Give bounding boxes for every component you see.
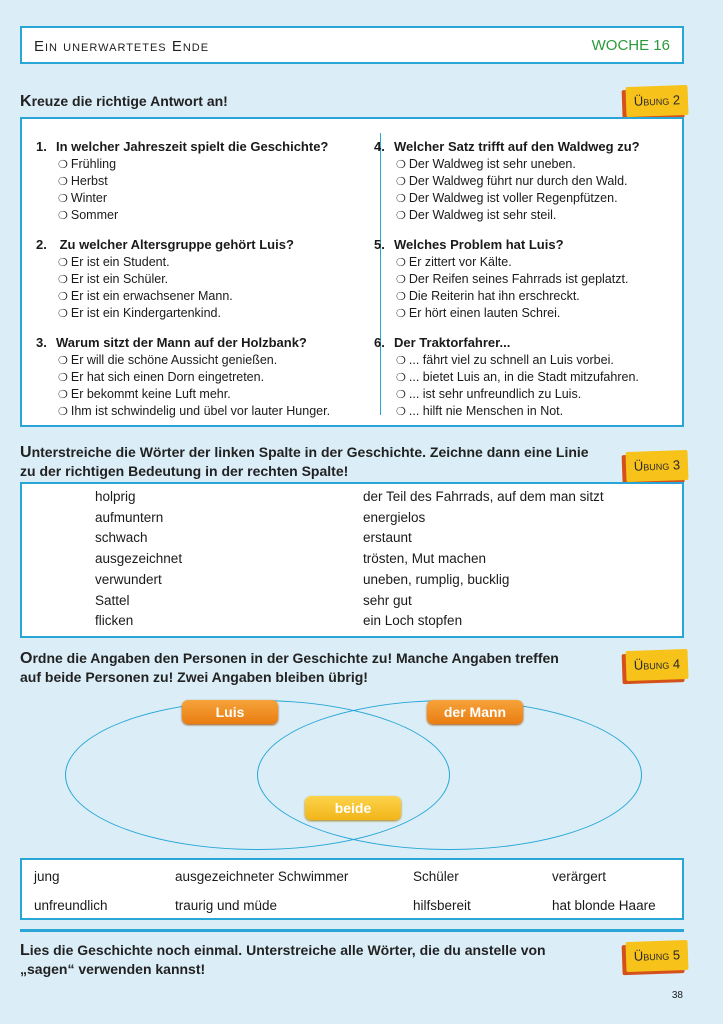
question-number: 2. — [36, 237, 47, 252]
answer-option[interactable]: ❍ Er bekommt keine Luft mehr. — [58, 386, 371, 403]
venn-label-beide: beide — [305, 796, 401, 820]
uebung4-badge: Übung 4 — [625, 649, 688, 681]
questions-right-column — [374, 139, 679, 433]
answer-option[interactable]: ❍ Er hört einen lauten Schrei. — [396, 305, 679, 322]
attribute-word[interactable]: hilfsbereit — [413, 898, 471, 913]
question-label: Zu welcher Altersgruppe gehört Luis? — [56, 237, 294, 252]
answer-option[interactable]: ❍ Der Waldweg führt nur durch den Wald. — [396, 173, 679, 190]
question-block — [374, 237, 679, 322]
answer-option[interactable]: ❍ Sommer — [58, 207, 371, 224]
answer-option[interactable]: ❍ Er will die schöne Aussicht genießen. — [58, 352, 371, 369]
question-block — [36, 139, 371, 224]
uebung4-word-grid — [20, 858, 684, 920]
meanings-right-list — [363, 487, 604, 632]
word-item[interactable]: flicken — [95, 613, 134, 629]
question-number: 1. — [36, 139, 47, 154]
attribute-word[interactable]: Schüler — [413, 869, 459, 884]
question-block — [36, 237, 371, 322]
venn-label-mann: der Mann — [427, 700, 523, 724]
meaning-item[interactable]: der Teil des Fahrrads, auf dem man sitzt — [363, 489, 604, 504]
answer-option[interactable]: ❍ Herbst — [58, 173, 371, 190]
uebung2-panel — [20, 117, 684, 427]
question-label: Der Traktorfahrer... — [394, 335, 511, 350]
answer-option[interactable]: ❍ Er ist ein Kindergartenkind. — [58, 305, 371, 322]
section-rule — [20, 929, 684, 932]
question-text — [36, 237, 371, 252]
answer-option[interactable]: ❍ Winter — [58, 190, 371, 207]
worksheet-title: Ein unerwartetes Ende — [34, 38, 210, 55]
attribute-word[interactable]: ausgezeichneter Schwimmer — [175, 869, 349, 884]
word-item[interactable]: ausgezeichnet — [95, 551, 183, 567]
question-text — [374, 139, 679, 154]
attribute-word[interactable]: unfreundlich — [34, 898, 108, 913]
uebung5-instruction: Lies die Geschichte noch einmal. Unterstreiche alle Wörter, die du anstelle von „sagen“ verwenden kannst! — [20, 942, 546, 977]
question-label: Welcher Satz trifft auf den Waldweg zu? — [394, 139, 640, 154]
answer-option[interactable]: ❍ Er ist ein Schüler. — [58, 271, 371, 288]
answer-option[interactable]: ❍ Der Waldweg ist voller Regenpfützen. — [396, 190, 679, 207]
word-item[interactable]: Sattel — [95, 592, 130, 608]
answer-option[interactable]: ❍ Er hat sich einen Dorn eingetreten. — [58, 369, 371, 386]
week-label: WOCHE 16 — [591, 37, 670, 54]
word-item[interactable]: verwundert — [95, 571, 162, 587]
question-label: Warum sitzt der Mann auf der Holzbank? — [56, 335, 307, 350]
answer-option[interactable]: ❍ Der Waldweg ist sehr uneben. — [396, 156, 679, 173]
uebung3-panel — [20, 482, 684, 638]
meaning-item[interactable]: erstaunt — [363, 530, 412, 546]
uebung2-instruction: Kreuze die richtige Antwort an! — [20, 93, 228, 110]
answer-option[interactable]: ❍ Er zittert vor Kälte. — [396, 254, 679, 271]
answer-option[interactable]: ❍ Frühling — [58, 156, 371, 173]
question-block — [36, 335, 371, 420]
attribute-word[interactable]: verärgert — [552, 869, 607, 884]
meaning-item[interactable]: trösten, Mut machen — [363, 551, 487, 567]
answer-option[interactable]: ❍ ... hilft nie Menschen in Not. — [396, 403, 679, 420]
question-number: 5. — [374, 237, 385, 252]
question-label: Welches Problem hat Luis? — [394, 237, 564, 252]
answer-option[interactable]: ❍ ... bietet Luis an, in die Stadt mitzufahren. — [396, 369, 679, 386]
answer-option[interactable]: ❍ Die Reiterin hat ihn erschreckt. — [396, 288, 679, 305]
uebung3-badge: Übung 3 — [625, 450, 688, 482]
answer-option[interactable]: ❍ Er ist ein erwachsener Mann. — [58, 288, 371, 305]
questions-left-column — [36, 139, 371, 433]
answer-option[interactable]: ❍ ... ist sehr unfreundlich zu Luis. — [396, 386, 679, 403]
header-bar — [20, 26, 684, 64]
words-left-list — [95, 487, 182, 632]
venn-label-luis: Luis — [182, 700, 278, 724]
answer-option[interactable]: ❍ Der Reifen seines Fahrrads ist geplatzt. — [396, 271, 679, 288]
question-text — [374, 237, 679, 252]
meaning-item[interactable]: sehr gut — [363, 592, 412, 608]
word-item[interactable]: aufmuntern — [95, 509, 164, 525]
meaning-item[interactable]: ein Loch stopfen — [363, 613, 463, 629]
answer-option[interactable]: ❍ ... fährt viel zu schnell an Luis vorbei. — [396, 352, 679, 369]
question-number: 4. — [374, 139, 385, 154]
attribute-word[interactable]: traurig und müde — [175, 898, 278, 913]
answer-option[interactable]: ❍ Der Waldweg ist sehr steil. — [396, 207, 679, 224]
question-text — [36, 335, 371, 350]
uebung3-instruction: Unterstreiche die Wörter der linken Spalte in der Geschichte. Zeichne dann eine Linie zu der richtigen Bedeutung in der rechten Spalte! — [20, 444, 589, 479]
page-number: 38 — [671, 990, 683, 1001]
question-label: In welcher Jahreszeit spielt die Geschichte? — [56, 139, 329, 154]
uebung5-badge: Übung 5 — [625, 940, 688, 972]
attribute-word[interactable]: jung — [34, 869, 60, 884]
question-number: 6. — [374, 335, 385, 350]
meaning-item[interactable]: uneben, rumplig, bucklig — [363, 571, 510, 587]
uebung4-instruction: Ordne die Angaben den Personen in der Geschichte zu! Manche Angaben treffen auf beide Personen zu! Zwei Angaben bleiben übrig! — [20, 650, 559, 685]
word-item[interactable]: holprig — [95, 489, 136, 504]
meaning-item[interactable]: energielos — [363, 509, 426, 525]
question-block — [374, 335, 679, 420]
uebung2-badge: Übung 2 — [625, 85, 688, 117]
question-text — [374, 335, 679, 350]
attribute-word[interactable]: hat blonde Haare — [552, 898, 656, 913]
question-number: 3. — [36, 335, 47, 350]
answer-option[interactable]: ❍ Er ist ein Student. — [58, 254, 371, 271]
question-text — [36, 139, 371, 154]
question-block — [374, 139, 679, 224]
answer-option[interactable]: ❍ Ihm ist schwindelig und übel vor lauter Hunger. — [58, 403, 371, 420]
word-item[interactable]: schwach — [95, 530, 148, 546]
